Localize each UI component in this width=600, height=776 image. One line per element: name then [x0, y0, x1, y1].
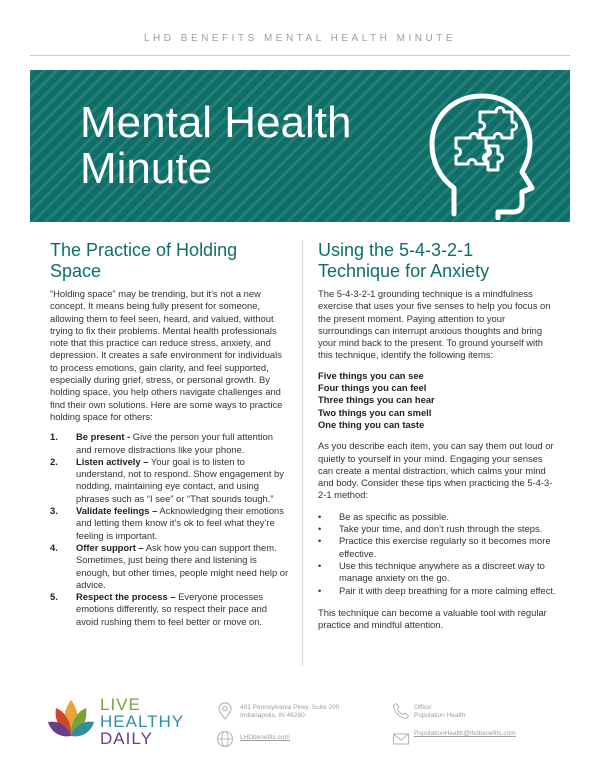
list-item: 5. Respect the process – Everyone processes emotions differently, so respect their pace and avoid rushing them to feel better or move on. — [50, 591, 267, 627]
holding-space-heading: The Practice of Holding Space — [50, 240, 238, 281]
holding-space-tips — [50, 431, 290, 628]
website-link[interactable]: LHDbenefits.com — [240, 734, 290, 741]
sense-item: Four things you can feel — [318, 382, 427, 394]
senses-list — [318, 370, 556, 431]
globe-icon — [216, 730, 234, 748]
mail-icon — [392, 730, 410, 748]
list-item: 3. Validate feelings – Acknowledging their emotions and letting them know it’s ok to feel what they’re feeling is important. — [50, 505, 284, 541]
list-item: • Be as specific as possible. — [318, 510, 449, 522]
lotus-logo-icon — [48, 696, 94, 740]
hero-banner — [30, 70, 570, 222]
head-puzzle-icon — [420, 92, 540, 220]
holding-space-column — [50, 240, 290, 628]
sense-item: One thing you can taste — [318, 418, 425, 430]
email-link[interactable]: PopulationHealth@lhdbenefits.com — [414, 730, 516, 737]
list-item: 2. Listen actively – Your goal is to listen to understand, not to respond. Show engagement by nodding, maintaining eye contact, and using phrases such as “I see” or “That sounds tough.” — [50, 455, 284, 504]
technique-tips — [318, 511, 556, 597]
list-item: • Practice this exercise regularly so it becomes more effective. — [318, 535, 551, 559]
list-item: • Pair it with deep breathing for a more calming effect. — [318, 584, 556, 596]
list-item: • Take your time, and don’t rush through the steps. — [318, 523, 543, 535]
office-address: 401 Pennsylvania Pkwy, Suite 200 Indianapolis, IN 46280 — [240, 704, 340, 719]
header-divider — [30, 55, 570, 56]
banner-title-line2: Minute — [80, 144, 213, 193]
technique-column — [318, 240, 556, 631]
phone-icon — [392, 702, 410, 720]
banner-title — [80, 100, 351, 192]
logo-text: LIVE HEALTHY DAILY — [100, 695, 185, 748]
office-info: Office: Population Health — [414, 704, 466, 719]
column-divider — [302, 240, 303, 666]
sense-item: Two things you can smell — [318, 406, 432, 418]
footer — [30, 690, 570, 754]
list-item: 1. Be present - Give the person your full attention and remove distractions like your phone. — [50, 431, 273, 455]
newsletter-title: LHD BENEFITS MENTAL HEALTH MINUTE — [143, 33, 456, 44]
technique-closing: This technique can become a valuable tool with regular practice and mindful attention. — [318, 606, 547, 631]
list-item: • Use this technique anywhere as a discreet way to manage anxiety on the go. — [318, 559, 545, 584]
location-pin-icon — [216, 702, 234, 720]
sense-item: Five things you can see — [318, 369, 424, 381]
list-item: 4. Offer support – Ask how you can support them. Sometimes, just being there and listening is enough, but other times, people might need help or advice. — [50, 541, 289, 590]
technique-intro: The 5-4-3-2-1 grounding technique is a mindfulness exercise that uses your five senses to help you focus on the present moment. Paying attention to your surroundings can interrupt anxious thoughts and bring your mind back to the present. To ground yourself with this technique, identify the following items: — [318, 288, 551, 361]
live-healthy-daily-logo — [48, 690, 198, 750]
technique-body: As you describe each item, you can say them out loud or quietly to yourself in your mind. Engaging your senses can create a mental distraction, which calms your mind and body. Consider these tips when practicing the 5-4-3-2-1 method: — [318, 440, 554, 501]
holding-space-intro: “Holding space” may be trending, but it’s not a new concept. It means being fully present for someone, allowing them to feel seen, heard, and valued, without trying to fix their problems. Mental health professionals note that this practice can reduce stress, anxiety, and depression. It creates a safe environment for individuals to process emotions, gain clarity, and feel supported, especially during grief, stress, or personal growth. By holding space, you help others navigate challenges and find their own solutions. Here are some ways to practice holding space for others: — [50, 288, 283, 422]
technique-heading: Using the 5-4-3-2-1 Technique for Anxiety — [318, 240, 490, 281]
sense-item: Three things you can hear — [318, 394, 435, 406]
banner-title-line1: Mental Health — [80, 98, 352, 147]
